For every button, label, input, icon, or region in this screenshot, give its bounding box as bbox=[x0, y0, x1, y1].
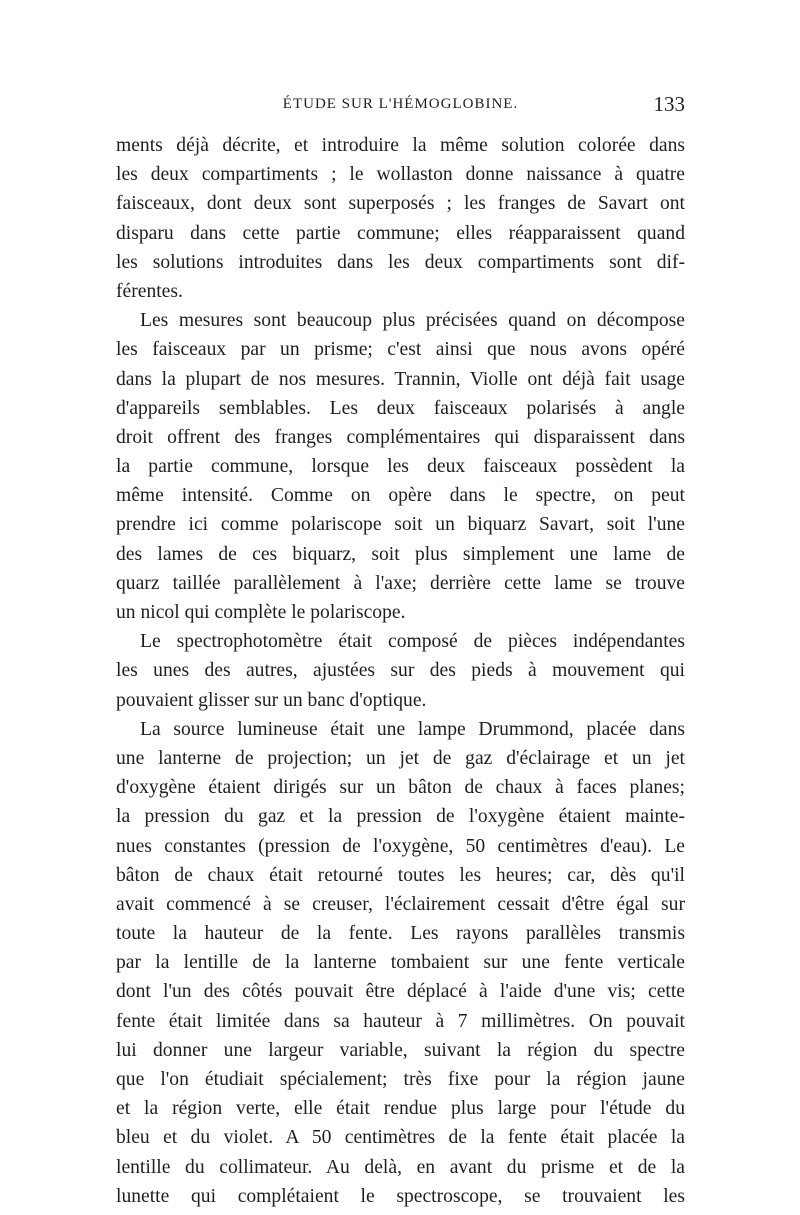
text-line: bâton de chaux était retourné toutes les heures; car, dès qu'il bbox=[116, 864, 685, 886]
text-line: bleu et du violet. A 50 centimètres de la fente était placée la bbox=[116, 1127, 685, 1149]
text-line: Le spectrophotomètre était composé de pièces indépendantes bbox=[140, 631, 685, 653]
text-line: quarz taillée parallèlement à l'axe; derrière cette lame se trouve bbox=[116, 572, 685, 594]
body-text bbox=[116, 131, 685, 1211]
text-line: faisceaux, dont deux sont superposés ; les franges de Savart ont bbox=[116, 193, 685, 215]
text-line: Les mesures sont beaucoup plus précisées quand on décompose bbox=[140, 310, 685, 332]
text-line: dans la plupart de nos mesures. Trannin, Violle ont déjà fait usage bbox=[116, 368, 685, 390]
text-line: disparu dans cette partie commune; elles réapparaissent quand bbox=[116, 222, 685, 244]
text-line: les unes des autres, ajustées sur des pieds à mouvement qui bbox=[116, 660, 685, 682]
text-line: même intensité. Comme on opère dans le spectre, on peut bbox=[116, 485, 685, 507]
text-line: lentille du collimateur. Au delà, en avant du prisme et de la bbox=[116, 1156, 685, 1178]
running-title: ÉTUDE SUR L'HÉMOGLOBINE. bbox=[282, 96, 519, 112]
text-line: pouvaient glisser sur un banc d'optique. bbox=[116, 689, 427, 711]
text-line: ments déjà décrite, et introduire la même solution colorée dans bbox=[116, 135, 685, 156]
page-number: 133 bbox=[653, 92, 685, 116]
text-line: droit offrent des franges complémentaires qui disparaissent dans bbox=[116, 426, 685, 448]
text-line: d'oxygène étaient dirigés sur un bâton de chaux à faces planes; bbox=[116, 777, 685, 799]
text-line: un nicol qui complète le polariscope. bbox=[116, 602, 406, 623]
text-line: La source lumineuse était une lampe Drummond, placée dans bbox=[140, 718, 685, 740]
text-line: des lames de ces biquarz, soit plus simplement une lame de bbox=[116, 543, 685, 565]
running-head bbox=[116, 92, 685, 122]
text-line: la partie commune, lorsque les deux faisceaux possèdent la bbox=[116, 456, 685, 478]
text-line: dont l'un des côtés pouvait être déplacé à l'aide d'une vis; cette bbox=[116, 981, 685, 1003]
text-line: que l'on étudiait spécialement; très fixe pour la région jaune bbox=[116, 1069, 685, 1090]
text-line: et la région verte, elle était rendue plus large pour l'étude du bbox=[116, 1098, 685, 1120]
text-line: toute la hauteur de la fente. Les rayons parallèles transmis bbox=[116, 923, 685, 945]
text-line: lui donner une largeur variable, suivant la région du spectre bbox=[116, 1039, 685, 1061]
text-line: les solutions introduites dans les deux compartiments sont dif- bbox=[116, 251, 685, 273]
text-line: férentes. bbox=[116, 280, 183, 302]
text-line: les faisceaux par un prisme; c'est ainsi que nous avons opéré bbox=[116, 339, 685, 361]
text-line: une lanterne de projection; un jet de gaz d'éclairage et un jet bbox=[116, 747, 685, 769]
text-line: les deux compartiments ; le wollaston donne naissance à quatre bbox=[116, 164, 685, 186]
text-line: avait commencé à se creuser, l'éclairement cessait d'être égal sur bbox=[116, 893, 685, 915]
text-line: d'appareils semblables. Les deux faisceaux polarisés à angle bbox=[116, 397, 685, 419]
text-line: la pression du gaz et la pression de l'oxygène étaient mainte- bbox=[116, 806, 685, 828]
text-line: par la lentille de la lanterne tombaient sur une fente verticale bbox=[116, 952, 685, 974]
text-line: fente était limitée dans sa hauteur à 7 millimètres. On pouvait bbox=[116, 1010, 685, 1032]
text-line: prendre ici comme polariscope soit un biquarz Savart, soit l'une bbox=[116, 514, 685, 536]
text-line: lunette qui complétaient le spectroscope, se trouvaient les bbox=[116, 1185, 685, 1207]
text-line: nues constantes (pression de l'oxygène, 50 centimètres d'eau). Le bbox=[116, 835, 685, 857]
